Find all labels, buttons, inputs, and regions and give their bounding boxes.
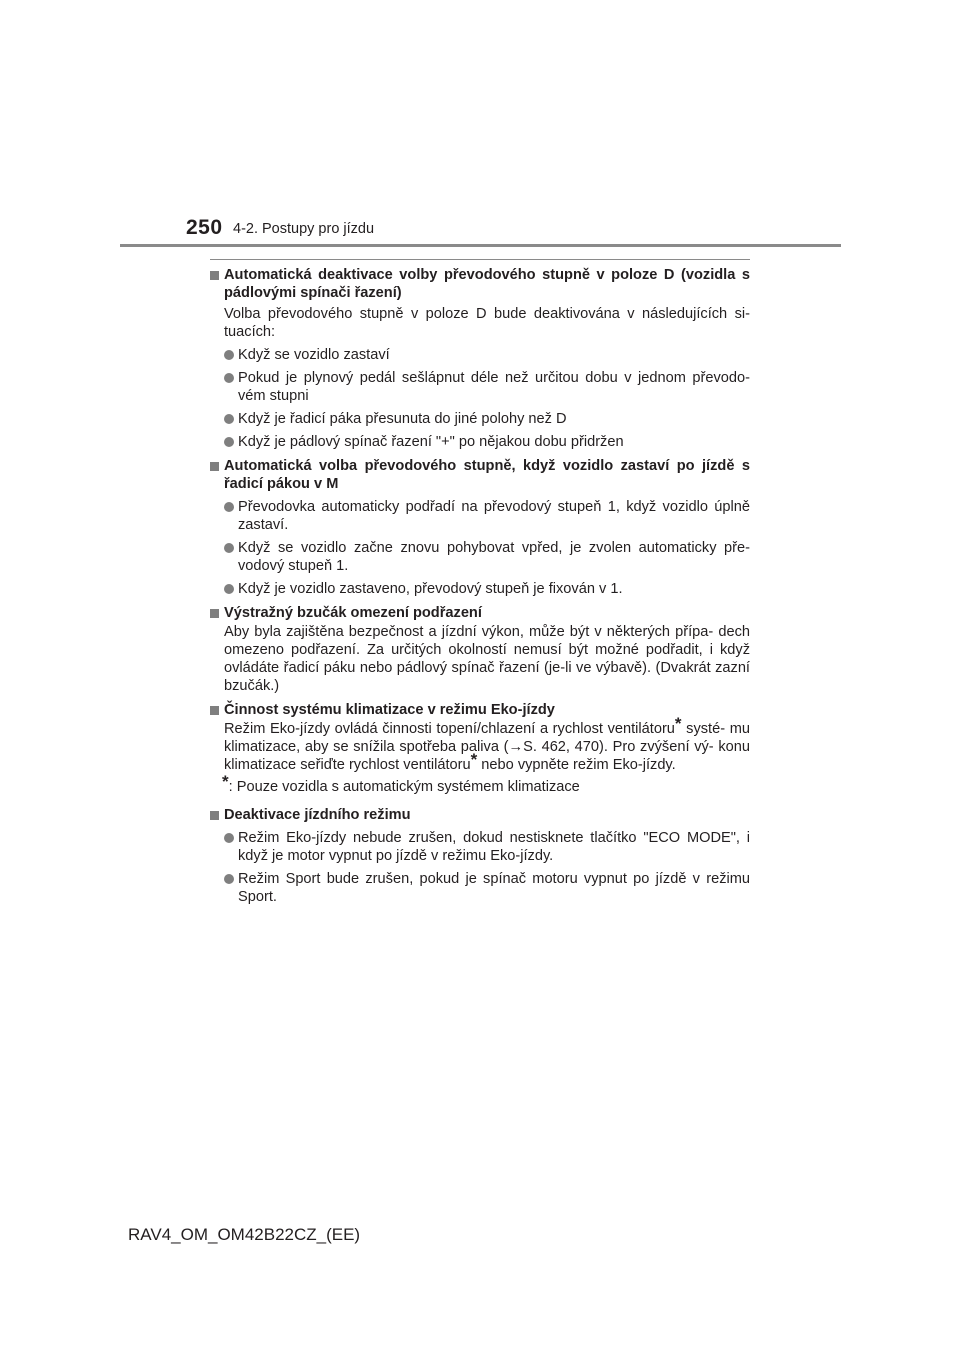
section-heading xyxy=(209,457,750,493)
round-bullet-icon xyxy=(224,350,234,360)
round-bullet-icon xyxy=(224,543,234,553)
list-item-text: Když se vozidlo začne znovu pohybovat vpřed, je zvolen automaticky pře- vodový stupeň 1. xyxy=(238,540,750,574)
section-title: 4-2. Postupy pro jízdu xyxy=(233,221,375,237)
list-item-text: Převodovka automaticky podřadí na převodový stupeň 1, když vozidlo úplně zastaví. xyxy=(238,499,750,533)
list-item-text: Pokud je plynový pedál sešlápnut déle než určitou dobu v jednom převodo- vém stupni xyxy=(238,370,750,404)
list-item xyxy=(209,433,750,451)
heading-text: Automatická deaktivace volby převodového stupně v poloze D (vozidla s pádlovými spínači řazení) xyxy=(224,267,750,301)
heading-text: Deaktivace jízdního režimu xyxy=(224,807,411,823)
footnote-star: * xyxy=(674,714,682,733)
list-item xyxy=(209,369,750,405)
round-bullet-icon xyxy=(224,414,234,424)
list-item-text: Když se vozidlo zastaví xyxy=(238,347,390,363)
heading-text: Výstražný bzučák omezení podřazení xyxy=(224,605,482,621)
section-heading xyxy=(209,266,750,302)
paragraph: Aby byla zajištěna bezpečnost a jízdní výkon, může být v některých přípa- dech omezeno podřazení. Za určitých okolností nemusí být možné podřadit, i když ovládáte řadicí páku nebo pádlový spínač řazení (je-li ve výbavě). (Dvakrát zazní bzučák.) xyxy=(224,624,750,694)
list-item xyxy=(209,580,750,598)
round-bullet-icon xyxy=(224,584,234,594)
paragraph-text: nebo vypněte režim Eko-jízdy. xyxy=(477,757,676,773)
list-item-text: Režim Sport bude zrušen, pokud je spínač motoru vypnut po jízdě v režimu Sport. xyxy=(238,871,750,905)
page-reference-link[interactable]: S. 462, 470). Pro zvýšení vý- konu klimatizace seřiďte rychlost ventilátoru xyxy=(224,739,750,773)
square-bullet-icon xyxy=(210,271,219,280)
header-divider xyxy=(120,244,841,247)
content-area xyxy=(209,266,750,906)
footnote xyxy=(209,772,750,796)
round-bullet-icon xyxy=(224,833,234,843)
footnote-text: : Pouze vozidla s automatickým systémem klimatizace xyxy=(228,779,580,795)
page-number: 250 xyxy=(186,216,223,239)
round-bullet-icon xyxy=(224,373,234,383)
content-divider xyxy=(210,259,750,260)
paragraph-text: systé- mu klimatizace, aby se snížila spotřeba paliva ( xyxy=(224,721,750,755)
list-item xyxy=(209,539,750,575)
paragraph xyxy=(209,714,750,774)
footnote-star: * xyxy=(222,772,229,791)
square-bullet-icon xyxy=(210,811,219,820)
paragraph-text: Režim Eko-jízdy ovládá činnosti topení/chlazení a rychlost ventilátoru xyxy=(224,721,675,737)
round-bullet-icon xyxy=(224,437,234,447)
square-bullet-icon xyxy=(210,462,219,471)
list-item xyxy=(209,498,750,534)
square-bullet-icon xyxy=(210,609,219,618)
section-heading xyxy=(209,701,750,719)
list-item xyxy=(209,870,750,906)
square-bullet-icon xyxy=(210,706,219,715)
heading-text: Činnost systému klimatizace v režimu Eko-jízdy xyxy=(224,702,555,718)
section-heading xyxy=(209,806,750,824)
paragraph: Volba převodového stupně v poloze D bude deaktivována v následujících si- tuacích: xyxy=(224,306,750,340)
heading-text: Automatická volba převodového stupně, když vozidlo zastaví po jízdě s řadicí pákou v M xyxy=(224,458,750,492)
list-item xyxy=(209,346,750,364)
section-heading xyxy=(209,604,750,622)
round-bullet-icon xyxy=(224,502,234,512)
list-item-text: Když je vozidlo zastaveno, převodový stupeň je fixován v 1. xyxy=(238,581,623,597)
list-item-text: Když je řadicí páka přesunuta do jiné polohy než D xyxy=(238,411,567,427)
list-item-text: Když je pádlový spínač řazení "+" po nějakou dobu přidržen xyxy=(238,434,624,450)
list-item xyxy=(209,829,750,865)
list-item-text: Režim Eko-jízdy nebude zrušen, dokud nestisknete tlačítko "ECO MODE", i když je motor vypnut po jízdě v režimu Eko-jízdy. xyxy=(238,830,750,864)
footnote-star: * xyxy=(470,750,478,769)
round-bullet-icon xyxy=(224,874,234,884)
document-code: RAV4_OM_OM42B22CZ_(EE) xyxy=(128,1225,361,1244)
list-item xyxy=(209,410,750,428)
arrow-icon: → xyxy=(508,739,524,755)
